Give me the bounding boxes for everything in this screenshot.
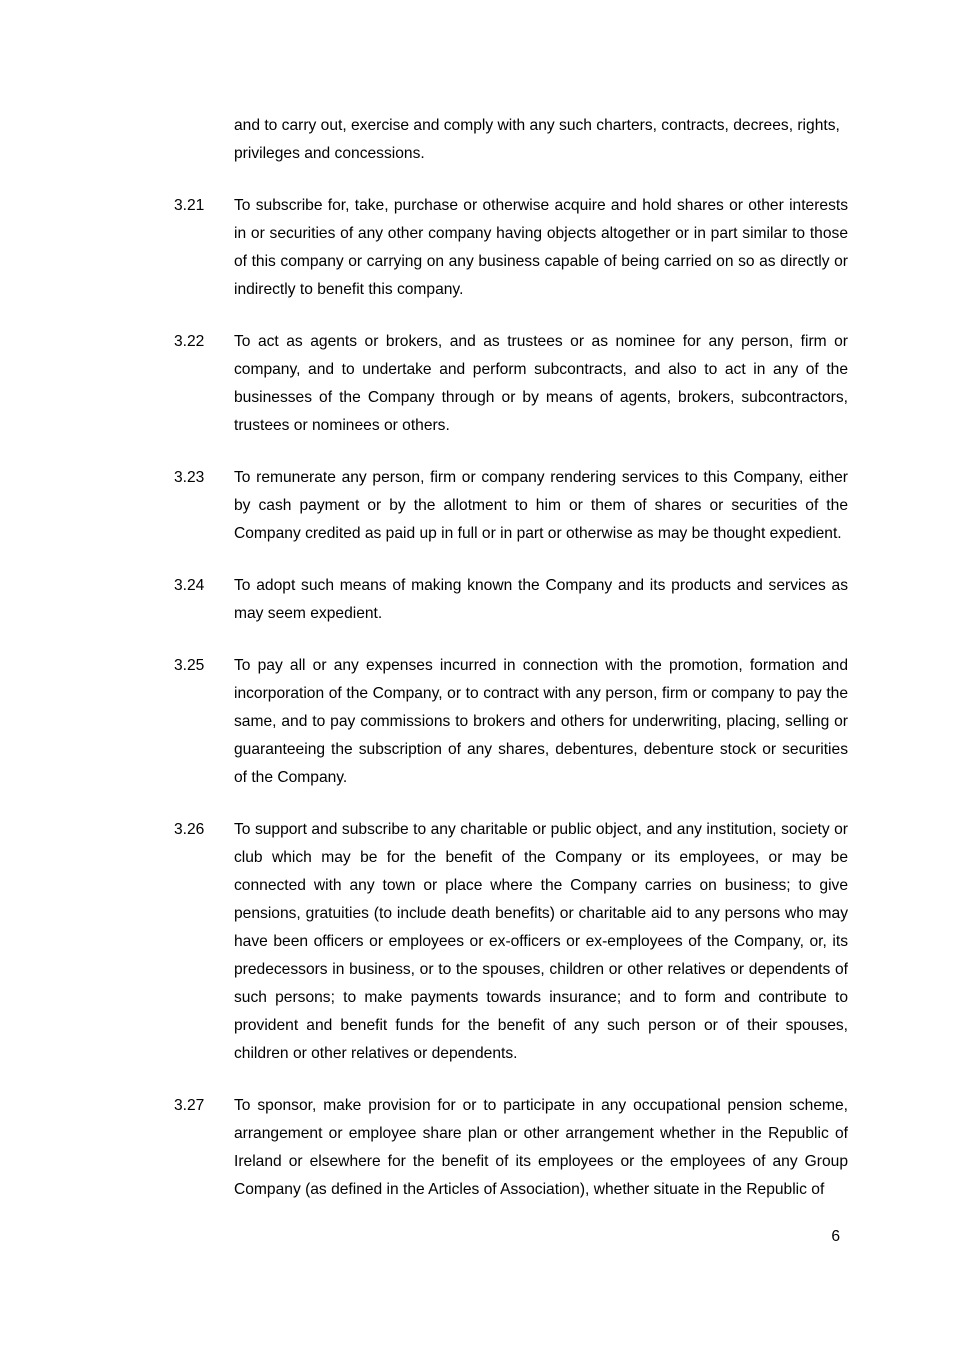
clause-text: To subscribe for, take, purchase or otherwise acquire and hold shares or other interests in or securities of any other company having objects altogether or in part similar to those of this company or carrying on any business capable of being carried on so as directly or indirectly to benefit this company. xyxy=(234,197,848,298)
clause-number: 3.26 xyxy=(174,821,205,838)
clause-number: 3.24 xyxy=(174,577,205,594)
clause-text: To support and subscribe to any charitable or public object, and any institution, society or club which may be for the benefit of the Company or its employees, or may be connected with any town or place where the Company carries on business; to give pensions, gratuities (to include death benefits) or charitable aid to any persons who may have been officers or employees or ex-officers or ex-employees of the Company, or, its predecessors in business, or to the spouses, children or other relatives or dependents of such persons; to make payments towards insurance; and to form and contribute to provident and benefit funds for the benefit of any such person or of their spouses, children or other relatives or dependents. xyxy=(234,821,848,1062)
continuation-paragraph: and to carry out, exercise and comply with any such charters, contracts, decrees, rights, privileges and concessions. xyxy=(234,117,840,162)
clause-text: To remunerate any person, firm or company rendering services to this Company, either by cash payment or by the allotment to him or them of shares or securities of the Company credited as paid up in full or in part or otherwise as may be thought expedient. xyxy=(234,469,848,542)
clause-number: 3.21 xyxy=(174,197,205,214)
clause-text: To adopt such means of making known the Company and its products and services as may seem expedient. xyxy=(234,577,848,622)
clause-text: To act as agents or brokers, and as trustees or as nominee for any person, firm or company, and to undertake and perform subcontracts, and also to act in any of the businesses of the Company through or by means of agents, brokers, subcontractors, trustees or nominees or others. xyxy=(234,333,848,434)
clause-number: 3.22 xyxy=(174,333,205,350)
clause-text: To sponsor, make provision for or to participate in any occupational pension scheme, arrangement or employee share plan or other arrangement whether in the Republic of Ireland or elsewhere for the benefit of its employees or the employees of any Group Company (as defined in the Articles of Association), whether situate in the Republic of xyxy=(234,1097,848,1198)
clause-number: 3.23 xyxy=(174,469,205,486)
clause-text: To pay all or any expenses incurred in connection with the promotion, formation and incorporation of the Company, or to contract with any person, firm or company to pay the same, and to pay commissions to brokers and others for underwriting, placing, selling or guaranteeing the subscription of any shares, debentures, debenture stock or securities of the Company. xyxy=(234,657,848,786)
clause-number: 3.25 xyxy=(174,657,205,674)
page-number: 6 xyxy=(831,1228,840,1245)
clause-number: 3.27 xyxy=(174,1097,205,1114)
